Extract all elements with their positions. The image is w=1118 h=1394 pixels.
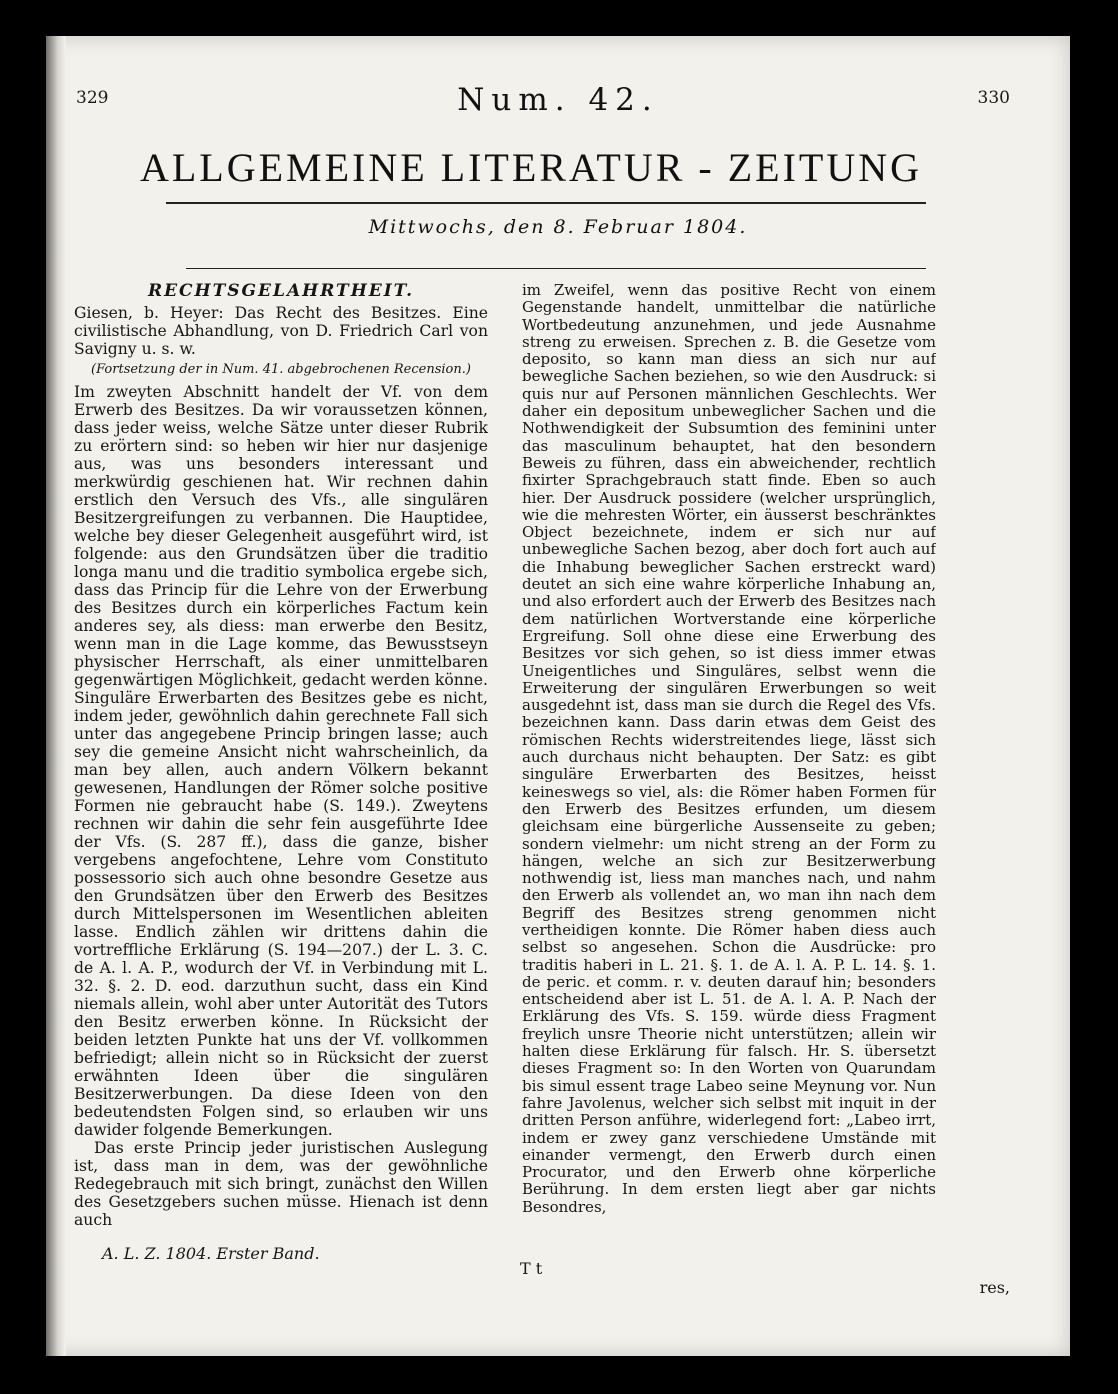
left-column bbox=[74, 282, 488, 1232]
volume-citation: A. L. Z. 1804. Erster Band. bbox=[102, 1244, 320, 1263]
paragraph: Das erste Princip jeder juristischen Auslegung ist, dass man in dem, was der gewöhnliche Redegebrauch mit sich bringt, zunächst den Willen des Gesetzgebers suchen müsse. Hienach ist denn auch bbox=[74, 1139, 488, 1229]
page-number-right: 330 bbox=[977, 88, 1010, 108]
review-header: Giesen, b. Heyer: Das Recht des Besitzes. Eine civilistische Abhandlung, von D. Friedrich Carl von Savigny u. s. w. bbox=[74, 304, 488, 358]
page-number-left: 329 bbox=[76, 88, 109, 108]
paragraph: Im zweyten Abschnitt handelt der Vf. von dem Erwerb des Besitzes. Da wir voraussetzen können, dass jeder weiss, welche Sätze unter dieser Rubrik zu erörtern sind: so heben wir hier nur dasjenige aus, was uns besonders interessant und merkwürdig geschienen hat. Wir rechnen dahin erstlich den Versuch des Vfs., alle singulären Besitzergreifungen zu verbannen. Die Hauptidee, welche bey dieser Gelegenheit ausgeführt wird, ist folgende: aus den Grundsätzen über die traditio longa manu und die traditio symbolica ergebe sich, dass das Princip für die Lehre von der Erwerbung des Besitzes durch ein körperliches Factum kein anderes sey, als diess: man erwerbe den Besitz, wenn man in die Lage komme, das Bewusstseyn physischer Herrschaft, als einer unmittelbaren gegenwärtigen Möglichkeit, gedacht werden könne. Singuläre Erwerbarten des Besitzes gebe es nicht, indem jeder, gewöhnlich dahin gerechnete Fall sich unter das angegebene Princip bringen lasse; auch sey die gemeine Ansicht nicht wahrscheinlich, da man bey allen, auch andern Völkern bekannt gewesenen, Handlungen der Römer solche positive Formen nie gebraucht habe (S. 149.). Zweytens rechnen wir dahin die sehr fein ausgeführte Idee der Vfs. (S. 287 ff.), dass die ganze, bisher vergebens angefochtene, Lehre vom Constituto possessorio sich auch ohne besondre Gesetze aus den Grundsätzen über den Erwerb des Besitzes durch Mittelspersonen im Wesentlichen ableiten lasse. Endlich zählen wir drittens dahin die vortreffliche Erklärung (S. 194—207.) der L. 3. C. de A. l. A. P., wodurch der Vf. in Verbindung mit L. 32. §. 2. D. eod. darzuthun sucht, dass ein Kind niemals allein, wohl aber unter Autorität des Tutors den Besitz erwerben könne. In Rücksicht der beiden letzten Punkte hat uns der Vf. vollkommen befriedigt; allein nicht so in Rücksicht der zuerst erwähnten Ideen über die singulären Besitzerwerbungen. Da diese Ideen von den bedeutendsten Folgen sind, so erlauben wir uns dawider folgende Bemerkungen. bbox=[74, 383, 488, 1139]
dateline: Mittwochs, den 8. Februar 1804. bbox=[368, 216, 748, 238]
signature-mark: T t bbox=[520, 1259, 543, 1278]
masthead-title: ALLGEMEINE LITERATUR - ZEITUNG bbox=[139, 145, 923, 190]
masthead-rule bbox=[166, 202, 926, 204]
dateline-rule bbox=[186, 268, 926, 269]
catchword: res, bbox=[979, 1278, 1010, 1297]
section-title: RECHTSGELAHRTHEIT. bbox=[147, 282, 415, 301]
right-column bbox=[522, 282, 936, 1232]
issue-number: Num. 42. bbox=[457, 82, 659, 118]
paragraph: im Zweifel, wenn das positive Recht von einem Gegenstande handelt, unmittelbar die natürliche Wortbedeutung anzunehmen, und jede Ausnahme streng zu erweisen. Sprechen z. B. die Gesetze vom deposito, so kann man diess an sich nur auf bewegliche Sachen beziehen, so wie den Ausdruck: si quis nur auf Personen männlichen Geschlechts. Wer daher ein depositum unbeweglicher Sachen und die Nothwendigkeit der Subsumtion des feminini unter das masculinum behauptet, hat den besondern Beweis zu führen, dass ein abweichender, rechtlich fixirter Sprachgebrauch statt finde. Eben so auch hier. Der Ausdruck possidere (welcher ursprünglich, wie die mehresten Wörter, ein äusserst beschränktes Object bezeichnete, indem er sich nur auf unbewegliche Sachen bezog, aber doch fort auch auf die Inhabung beweglicher Sachen erstreckt ward) deutet an sich eine wahre körperliche Inhabung an, und also erfordert auch der Erwerb des Besitzes nach dem natürlichen Wortverstande eine körperliche Ergreifung. Soll ohne diese eine Erwerbung des Besitzes vor sich gehen, so ist diess immer etwas Uneigentliches und Singuläres, selbst wenn die Erweiterung der singulären Erwerbungen so weit ausgedehnt ist, dass man sie durch die Regel des Vfs. bezeichnen kann. Dass darin etwas dem Geist des römischen Rechts widerstreitendes liege, lässt sich auch durchaus nicht behaupten. Der Satz: es gibt singuläre Erwerbarten des Besitzes, heisst keineswegs so viel, als: die Römer haben Formen für den Erwerb des Besitzes erfunden, um diesem gleichsam eine bürgerliche Aussenseite zu geben; sondern vielmehr: um nicht streng an der Form zu hängen, welche an sich zur Besitzerwerbung nothwendig ist, liess man manches nach, und nahm den Erwerb als vollendet an, wo man ihn nach dem Begriff des Besitzes streng genommen nicht vertheidigen konnte. Die Römer haben diess auch selbst so angesehen. Schon die Ausdrücke: pro traditis haberi in L. 21. §. 1. de A. l. A. P. L. 14. §. 1. de peric. et comm. r. v. deuten darauf hin; besonders entscheidend aber ist L. 51. de A. l. A. P. Nach der Erklärung des Vfs. S. 159. würde diess Fragment freylich unsre Theorie nicht unterstützen; allein wir halten diese Erklärung für falsch. Hr. S. übersetzt dieses Fragment so: In den Worten von Quarundam bis simul essent trage Labeo seine Meynung vor. Nun fahre Javolenus, welcher sich selbst mit inquit in der dritten Person anführe, widerlegend fort: „Labeo irrt, indem er zwey ganz verschiedene Umstände mit einander vermengt, den Erwerb durch einen Procurator, und den Erwerb ohne körperliche Berührung. In dem ersten liegt aber gar nichts Besondres, bbox=[522, 282, 936, 1216]
continuation-note: (Fortsetzung der in Num. 41. abgebrochenen Recension.) bbox=[91, 362, 471, 377]
newspaper-page bbox=[46, 36, 1070, 1356]
